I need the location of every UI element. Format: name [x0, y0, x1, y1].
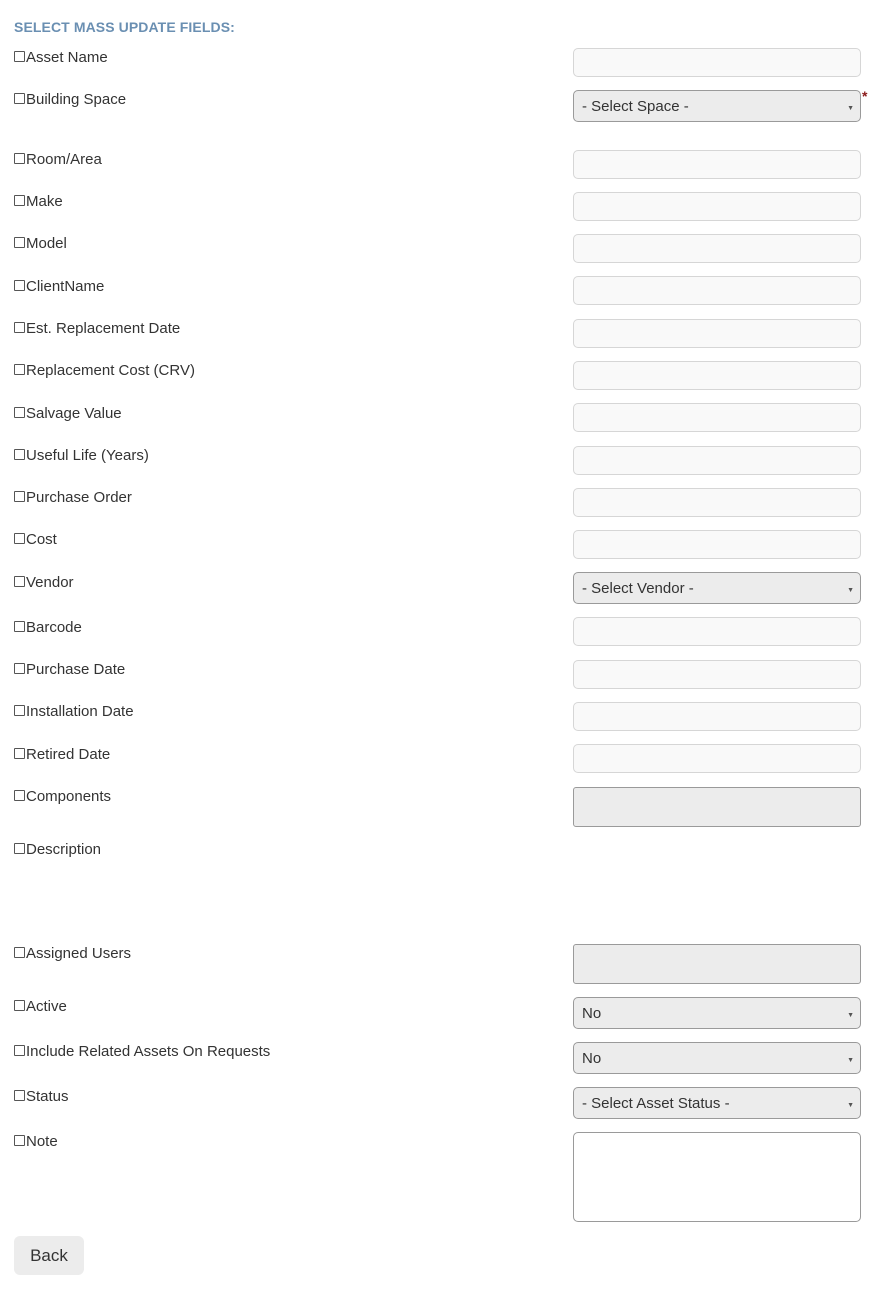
salvage-value-label	[14, 405, 122, 423]
model-checkbox[interactable]	[14, 237, 25, 248]
description-label-text: Description	[26, 841, 102, 858]
purchase-order-checkbox[interactable]	[14, 491, 25, 502]
include-related-label-text: Include Related Assets On Requests	[26, 1043, 271, 1060]
room-area-checkbox[interactable]	[14, 153, 25, 164]
room-area-label-text: Room/Area	[26, 151, 102, 168]
retired-date-label-text: Retired Date	[26, 746, 111, 763]
include-related-label	[14, 1043, 270, 1061]
purchase-date-label-text: Purchase Date	[26, 661, 126, 678]
building-space-label	[14, 91, 126, 109]
status-checkbox[interactable]	[14, 1090, 25, 1101]
status-label-text: Status	[26, 1088, 69, 1105]
model-label-text: Model	[26, 235, 67, 252]
assigned-users-checkbox[interactable]	[14, 947, 25, 958]
retired-date-input[interactable]	[573, 744, 861, 773]
purchase-order-label	[14, 489, 132, 507]
barcode-checkbox[interactable]	[14, 621, 25, 632]
note-label	[14, 1133, 58, 1151]
replacement-cost-input[interactable]	[573, 361, 861, 390]
purchase-order-input[interactable]	[573, 488, 861, 517]
salvage-value-label-text: Salvage Value	[26, 405, 122, 422]
status-selected: - Select Asset Status -	[582, 1094, 730, 1112]
include-related-checkbox[interactable]	[14, 1045, 25, 1056]
vendor-label-text: Vendor	[26, 574, 74, 591]
est-replacement-date-label	[14, 320, 180, 338]
active-selected: No	[582, 1004, 602, 1022]
make-label	[14, 193, 63, 211]
include-related-selected: No	[582, 1049, 602, 1067]
cost-checkbox[interactable]	[14, 533, 25, 544]
assigned-users-picker[interactable]	[573, 944, 861, 984]
room-area-input[interactable]	[573, 150, 861, 179]
required-marker: *	[862, 88, 868, 104]
est-replacement-date-checkbox[interactable]	[14, 322, 25, 333]
page-heading: SELECT MASS UPDATE FIELDS:	[14, 19, 235, 35]
replacement-cost-label-text: Replacement Cost (CRV)	[26, 362, 195, 379]
chevron-down-icon: ▼	[847, 587, 854, 594]
components-checkbox[interactable]	[14, 790, 25, 801]
salvage-value-checkbox[interactable]	[14, 407, 25, 418]
note-label-text: Note	[26, 1133, 58, 1150]
cost-label-text: Cost	[26, 531, 57, 548]
asset-name-label-text: Asset Name	[26, 49, 108, 66]
installation-date-checkbox[interactable]	[14, 705, 25, 716]
client-name-label-text: ClientName	[26, 278, 105, 295]
chevron-down-icon: ▼	[847, 105, 854, 112]
building-space-label-text: Building Space	[26, 91, 127, 108]
active-label	[14, 998, 67, 1016]
client-name-label	[14, 278, 104, 296]
asset-name-input[interactable]	[573, 48, 861, 77]
retired-date-label	[14, 746, 110, 764]
building-space-selected: - Select Space -	[582, 97, 689, 115]
installation-date-label-text: Installation Date	[26, 703, 134, 720]
purchase-date-input[interactable]	[573, 660, 861, 689]
room-area-label	[14, 151, 102, 169]
useful-life-checkbox[interactable]	[14, 449, 25, 460]
client-name-input[interactable]	[573, 276, 861, 305]
chevron-down-icon: ▼	[847, 1102, 854, 1109]
cost-label	[14, 531, 57, 549]
make-label-text: Make	[26, 193, 63, 210]
useful-life-label-text: Useful Life (Years)	[26, 447, 149, 464]
retired-date-checkbox[interactable]	[14, 748, 25, 759]
active-label-text: Active	[26, 998, 67, 1015]
building-space-select[interactable]	[573, 90, 861, 122]
cost-input[interactable]	[573, 530, 861, 559]
note-textarea[interactable]	[573, 1132, 861, 1222]
barcode-input[interactable]	[573, 617, 861, 646]
useful-life-input[interactable]	[573, 446, 861, 475]
make-checkbox[interactable]	[14, 195, 25, 206]
installation-date-input[interactable]	[573, 702, 861, 731]
chevron-down-icon: ▼	[847, 1012, 854, 1019]
installation-date-label	[14, 703, 134, 721]
client-name-checkbox[interactable]	[14, 280, 25, 291]
vendor-selected: - Select Vendor -	[582, 579, 694, 597]
barcode-label-text: Barcode	[26, 619, 82, 636]
components-label	[14, 788, 111, 806]
est-replacement-date-label-text: Est. Replacement Date	[26, 320, 181, 337]
description-checkbox[interactable]	[14, 843, 25, 854]
est-replacement-date-input[interactable]	[573, 319, 861, 348]
barcode-label	[14, 619, 82, 637]
model-label	[14, 235, 67, 253]
status-select[interactable]	[573, 1087, 861, 1119]
active-checkbox[interactable]	[14, 1000, 25, 1011]
vendor-checkbox[interactable]	[14, 576, 25, 587]
note-checkbox[interactable]	[14, 1135, 25, 1146]
useful-life-label	[14, 447, 149, 465]
asset-name-label	[14, 49, 108, 67]
building-space-checkbox[interactable]	[14, 93, 25, 104]
salvage-value-input[interactable]	[573, 403, 861, 432]
replacement-cost-label	[14, 362, 195, 380]
make-input[interactable]	[573, 192, 861, 221]
description-label	[14, 841, 101, 859]
back-button[interactable]: Back	[14, 1236, 84, 1275]
components-picker[interactable]	[573, 787, 861, 827]
status-label	[14, 1088, 69, 1106]
purchase-date-label	[14, 661, 125, 679]
vendor-select[interactable]	[573, 572, 861, 604]
active-select[interactable]	[573, 997, 861, 1029]
components-label-text: Components	[26, 788, 112, 805]
asset-name-checkbox[interactable]	[14, 51, 25, 62]
vendor-label	[14, 574, 74, 592]
chevron-down-icon: ▼	[847, 1057, 854, 1064]
include-related-select[interactable]	[573, 1042, 861, 1074]
purchase-order-label-text: Purchase Order	[26, 489, 132, 506]
assigned-users-label-text: Assigned Users	[26, 945, 132, 962]
assigned-users-label	[14, 945, 131, 963]
replacement-cost-checkbox[interactable]	[14, 364, 25, 375]
purchase-date-checkbox[interactable]	[14, 663, 25, 674]
model-input[interactable]	[573, 234, 861, 263]
